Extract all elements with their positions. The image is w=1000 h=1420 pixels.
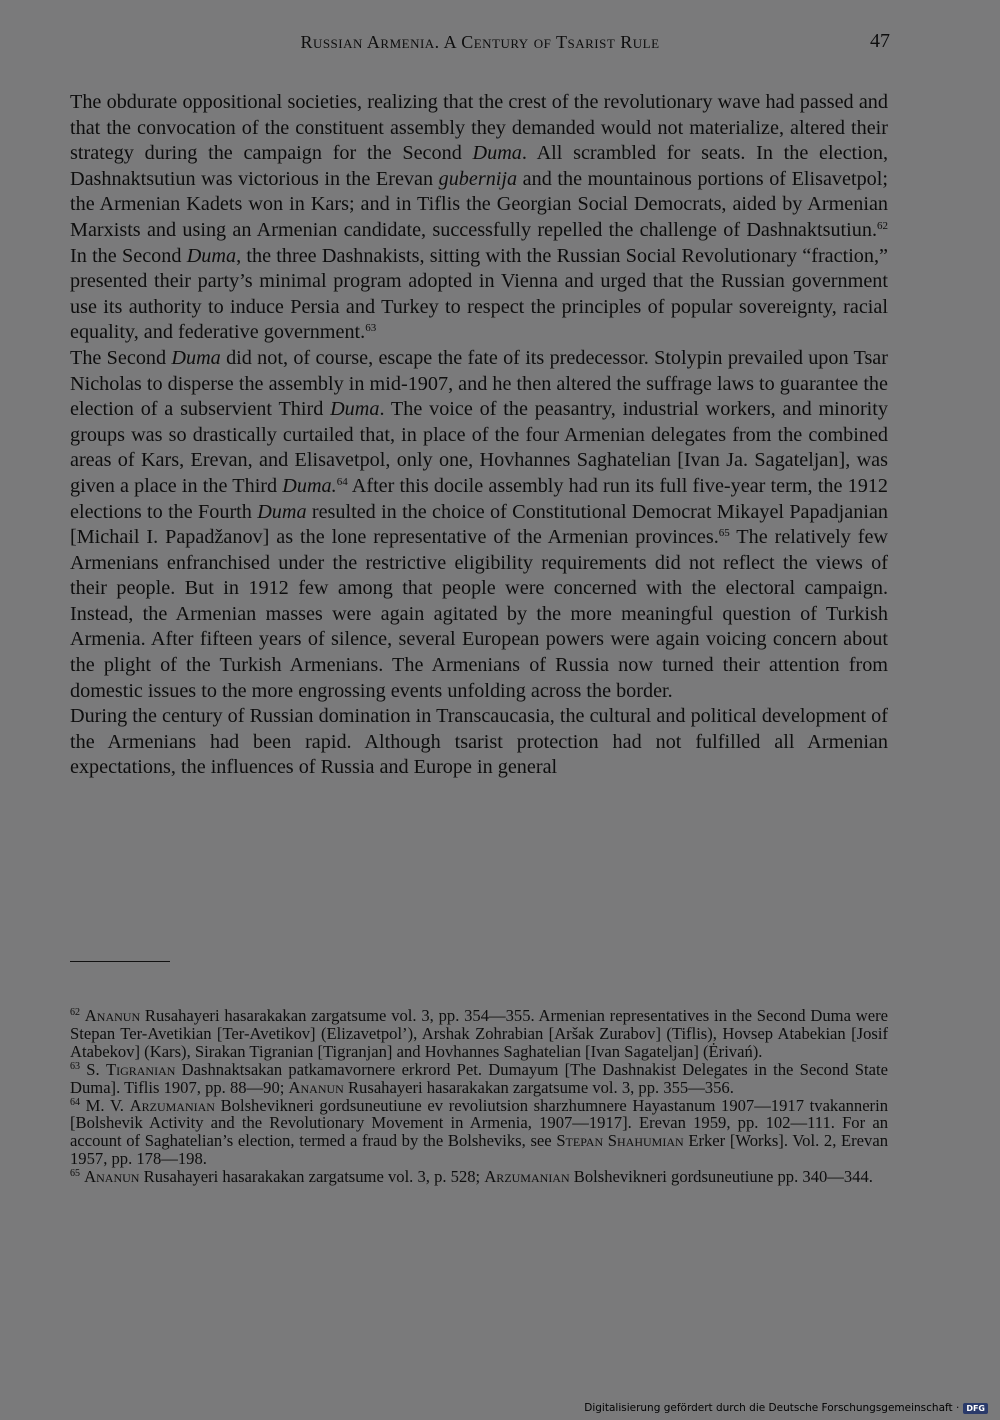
running-title: Russian Armenia. A Century of Tsarist Rule bbox=[300, 32, 660, 52]
text-run: Bolshevikneri gordsuneutiune pp. 340—344. bbox=[569, 1167, 873, 1187]
footnotes bbox=[70, 1007, 888, 1186]
footnote-ref: 64 bbox=[336, 475, 348, 488]
digitization-credit bbox=[584, 1402, 988, 1414]
text-run: In the Second bbox=[70, 244, 187, 267]
text-run: did not, of course, escape the fate of its predecessor. Stolypin prevailed upon Tsar Nicholas to disperse the assembly in mid-1907, and he then altered the suffrage laws to guarantee the election of a subservient Third bbox=[70, 346, 888, 421]
italic-text: Duma bbox=[257, 500, 307, 523]
footnote-ref: 65 bbox=[718, 527, 730, 540]
footnote-65 bbox=[70, 1168, 888, 1186]
text-run: The obdurate oppositional societies, realizing that the crest of the revolutionary wave had passed and that the convocation of the constituent assembly they demanded would not materialize, altered their strategy during the campaign for the Second bbox=[70, 91, 888, 165]
page-number: 47 bbox=[870, 30, 890, 52]
footnote-ref: 63 bbox=[365, 322, 377, 335]
text-run: , the three Dashnakists, sitting with the Russian Social Revolutionary “fraction,” presented their party’s minimal program adopted in Vienna and urged that the Russian government use its authority to induce Persia and Turkey to respect the principles of popular sovereignty, racial equality, and federative government. bbox=[70, 244, 888, 344]
author-name: Stepan Shahumian bbox=[556, 1131, 684, 1151]
text-run: Dashnaktsakan patkamavornere erkrord Pet. Dumayum [The Dashnakist Delegates in the Second State Duma]. Tiflis 1907, pp. 88—90; bbox=[70, 1059, 888, 1097]
footnote-ref: 63 bbox=[70, 1060, 80, 1072]
author-name: Ananun bbox=[288, 1077, 344, 1097]
footnote-ref: 62 bbox=[70, 1007, 80, 1018]
text-run: . All scrambled for seats. In the election, Dashnaktsutiun was victorious in the Erevan bbox=[70, 142, 888, 190]
author-name: Arzumanian bbox=[484, 1167, 570, 1187]
italic-text: Duma bbox=[186, 244, 237, 267]
text-run: Bolshevikneri gordsuneutiune ev revoliutsion sharzhumnere Hayastanum 1907—1917 tvakannerin [Bolshevik Activity and the Revolutionary Movement in Armenia, 1907—1917]. Erevan 1959, pp. 102—111. For an account of Saghatelian’s election, termed a fraud by the Bolsheviks, see bbox=[70, 1095, 888, 1151]
text-run: resulted in the choice of Constitutional Democrat Mikayel Papadjanian [Michail I. Papadžanov] as the lone representative of the Armenian provinces. bbox=[70, 500, 888, 549]
text-run: After this docile assembly had run its full five-year term, the 1912 elections to the Fourth bbox=[70, 474, 888, 523]
text-run: . The voice of the peasantry, industrial workers, and minority groups was so drastically curtailed that, in place of the four Armenian delegates from the combined areas of Kars, Erevan, and Elisavetpol, only one, Hovhannes Saghatelian [Ivan Ja. Sagateljan], was given a place in the Third bbox=[70, 398, 888, 497]
paragraph bbox=[70, 346, 888, 704]
text-run: The Second bbox=[70, 346, 172, 369]
footnote-divider bbox=[70, 961, 170, 962]
paragraph bbox=[70, 90, 888, 346]
footnote-ref: 65 bbox=[70, 1168, 80, 1180]
text-run: M. V. bbox=[80, 1095, 130, 1115]
italic-text: Duma bbox=[330, 398, 380, 421]
text-run: Erker [Works]. Vol. 2, Erevan 1957, pp. 178—198. bbox=[70, 1131, 888, 1169]
italic-text: Duma bbox=[171, 346, 221, 369]
footnote-ref: 62 bbox=[877, 219, 888, 232]
footnote-ref: 64 bbox=[70, 1096, 80, 1108]
text-run: Rusahayeri hasarakakan zargatsume vol. 3, pp. 355—356. bbox=[343, 1077, 734, 1097]
text-run: The relatively few Armenians enfranchised under the restrictive eligibility requirements did not reflect the views of their people. But in 1912 few among that people were concerned with the electoral campaign. Instead, the Armenian masses were again agitated by the more meaningful question of Turkish Armenia. After fifteen years of silence, several European powers were again voicing concern about the plight of the Turkish Armenians. The Armenians of Russia now turned their attention from domestic issues to the more engrossing events unfolding across the border. bbox=[70, 526, 888, 702]
paragraph bbox=[70, 704, 888, 781]
text-run: Rusahayeri hasarakakan zargatsume vol. 3, p. 528; bbox=[139, 1167, 485, 1187]
body-text bbox=[70, 90, 888, 781]
page-header bbox=[70, 32, 890, 62]
dfg-logo-icon: DFG bbox=[963, 1403, 988, 1414]
italic-text: gubernija bbox=[438, 167, 518, 190]
author-name: Arzumanian bbox=[129, 1095, 215, 1115]
author-name: Ananun bbox=[84, 1167, 140, 1187]
author-name: Tigranian bbox=[105, 1059, 176, 1079]
footnote-64 bbox=[70, 1097, 888, 1169]
italic-text: Duma bbox=[282, 474, 332, 497]
credit-text: Digitalisierung gefördert durch die Deutsche Forschungsgemeinschaft · bbox=[584, 1402, 960, 1414]
footnote-63 bbox=[70, 1061, 888, 1097]
italic-text: Duma bbox=[472, 142, 522, 165]
text-run: S. bbox=[80, 1059, 106, 1079]
text-run: and the mountainous portions of Elisavetpol; the Armenian Kadets won in Kars; and in Tiflis the Georgian Social Democrats, aided by Armenian Marxists and using an Armenian candidate, successfully repelled the challenge of Dashnaktsutiun. bbox=[70, 167, 888, 241]
text-run: During the century of Russian domination in Transcaucasia, the cultural and political development of the Armenians had been rapid. Although tsarist protection had not fulfilled all Armenian expectations, the influences of Russia and Europe in general bbox=[70, 705, 888, 779]
author-name: Ananun bbox=[84, 1006, 141, 1025]
italic-text: . bbox=[331, 474, 337, 497]
text-run: Rusahayeri hasarakakan zargatsume vol. 3, pp. 354—355. Armenian representatives in the Second Duma were Stepan Ter-Avetikian [Ter-Avetikov] (Elizavetpol’), Arshak Zohrabian [Aršak Zurabov] (Tiflis), Hovsep Atabekian [Josif Atabekov] (Kars), Sirakan Tigranian [Tigranjan] and Hovhannes Saghatelian [Ivan Sagateljan] (Ėrivań). bbox=[70, 1006, 888, 1061]
footnote-62 bbox=[70, 1007, 888, 1061]
